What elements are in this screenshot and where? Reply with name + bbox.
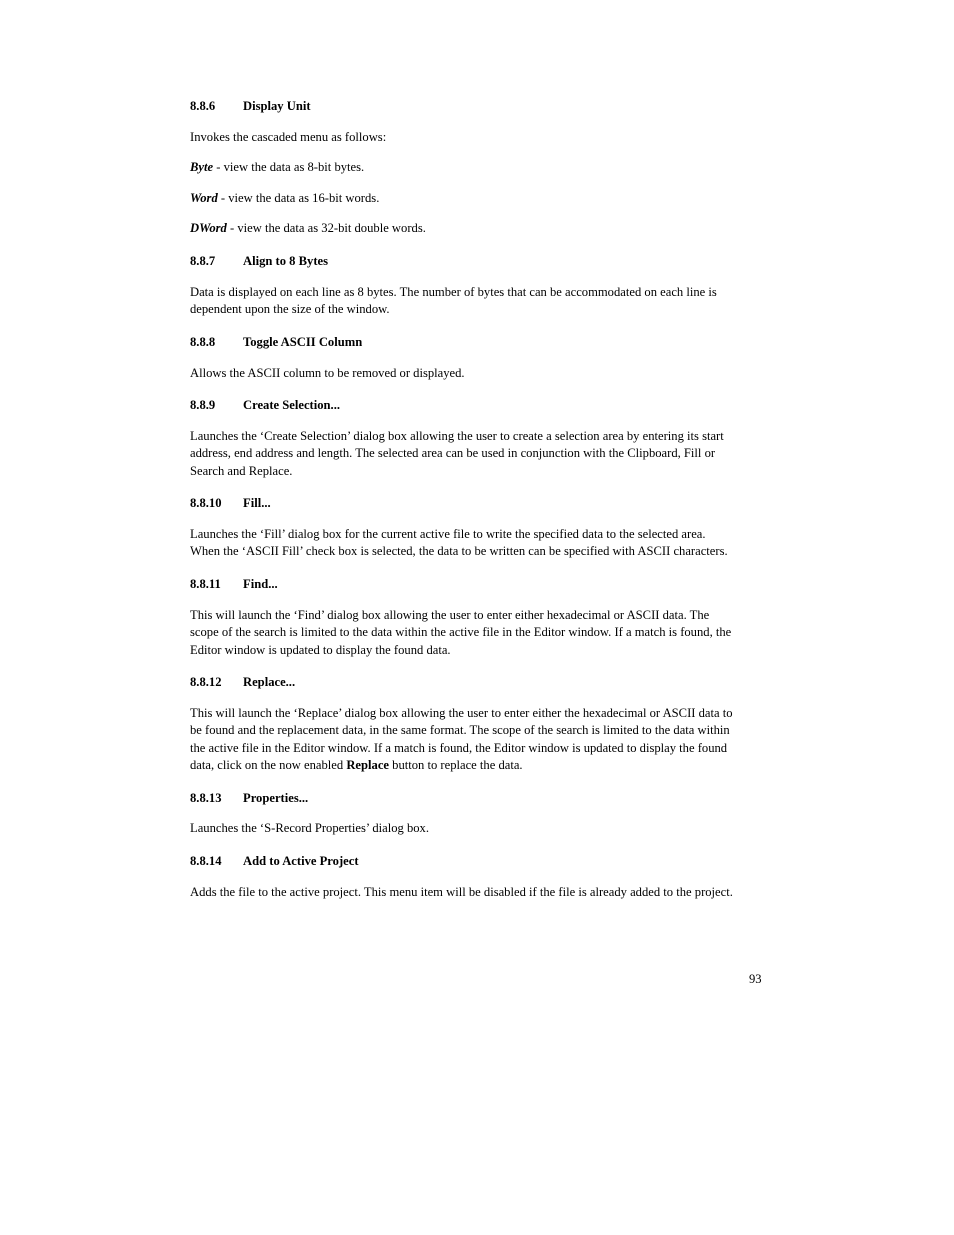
section-title: Display Unit — [243, 99, 311, 113]
heading-find — [190, 576, 278, 593]
heading-align-8-bytes — [190, 253, 328, 270]
text-line — [190, 757, 770, 774]
text-line: address, end address and length. The selected area can be used in conjunction with the Clipboard, Fill or — [190, 446, 716, 461]
heading-display-unit — [190, 98, 311, 115]
section-title: Find... — [243, 577, 278, 591]
text-line: Launches the ‘Fill’ dialog box for the current active file to write the specified data to the selected area. — [190, 527, 706, 541]
text-line: This will launch the ‘Replace’ dialog box allowing the user to enter either the hexadecimal or ASCII data to — [190, 706, 733, 720]
section-title: Fill... — [243, 496, 271, 510]
heading-toggle-ascii — [190, 334, 362, 351]
definition-text: - view the data as 32-bit double words. — [226, 221, 426, 235]
replace-button-name: Replace — [346, 758, 389, 773]
page-number: 93 — [749, 972, 762, 986]
paragraph-toggle: Allows the ASCII column to be removed or displayed. — [190, 366, 465, 380]
section-number: 8.8.7 — [190, 254, 216, 268]
section-number: 8.8.10 — [190, 496, 222, 510]
section-title: Toggle ASCII Column — [243, 335, 363, 349]
section-title: Add to Active Project — [243, 854, 359, 868]
heading-create-selection — [190, 397, 340, 414]
text-line: Data is displayed on each line as 8 bytes. The number of bytes that can be accommodated on each line is — [190, 285, 717, 299]
text-line: dependent upon the size of the window. — [190, 302, 390, 317]
definition-text: - view the data as 16-bit words. — [217, 191, 380, 205]
heading-fill — [190, 495, 271, 512]
definition-word — [190, 190, 770, 207]
paragraph-fill — [190, 526, 770, 561]
section-number: 8.8.11 — [190, 577, 221, 591]
paragraph-properties: Launches the ‘S-Record Properties’ dialog box. — [190, 821, 429, 835]
text-line: scope of the search is limited to the data within the active file in the Editor window. If a match is found, the — [190, 625, 732, 640]
text-line: Editor window is updated to display the found data. — [190, 642, 451, 657]
paragraph-replace — [190, 705, 770, 775]
section-number: 8.8.12 — [190, 675, 222, 689]
term-byte: Byte — [190, 160, 214, 174]
definition-byte — [190, 159, 770, 176]
heading-properties — [190, 790, 308, 807]
definition-text: - view the data as 8-bit bytes. — [213, 160, 365, 174]
text-line: Launches the ‘Create Selection’ dialog box allowing the user to create a selection area by entering its start — [190, 429, 724, 443]
heading-add-to-active-project — [190, 853, 359, 870]
text-line: the active file in the Editor window. If a match is found, the Editor window is updated to display the found — [190, 740, 728, 755]
paragraph-create — [190, 428, 770, 480]
definition-dword — [190, 220, 770, 237]
section-number: 8.8.6 — [190, 99, 216, 113]
section-number: 8.8.14 — [190, 854, 222, 868]
text-line: This will launch the ‘Find’ dialog box allowing the user to enter either hexadecimal or ASCII data. The — [190, 608, 710, 622]
heading-replace — [190, 674, 295, 691]
term-word: Word — [190, 191, 218, 205]
paragraph: Invokes the cascaded menu as follows: — [190, 130, 387, 144]
section-number: 8.8.8 — [190, 335, 216, 349]
text-run: button to replace the data. — [389, 758, 523, 773]
text-line: Search and Replace. — [190, 463, 293, 478]
paragraph-add: Adds the file to the active project. This menu item will be disabled if the file is already added to the project. — [190, 885, 733, 899]
term-dword: DWord — [190, 221, 227, 235]
paragraph-find — [190, 607, 770, 659]
section-title: Replace... — [243, 675, 296, 689]
paragraph-align — [190, 284, 770, 319]
section-title: Properties... — [243, 791, 309, 805]
section-number: 8.8.13 — [190, 791, 222, 805]
text-line: When the ‘ASCII Fill’ check box is selected, the data to be written can be specified with ASCII characters. — [190, 544, 728, 559]
text-run: data, click on the now enabled — [190, 758, 347, 773]
section-title: Align to 8 Bytes — [243, 254, 329, 268]
section-number: 8.8.9 — [190, 398, 216, 412]
text-line: be found and the replacement data, in the same format. The scope of the search is limited to the data within — [190, 723, 730, 738]
section-title: Create Selection... — [243, 398, 340, 412]
